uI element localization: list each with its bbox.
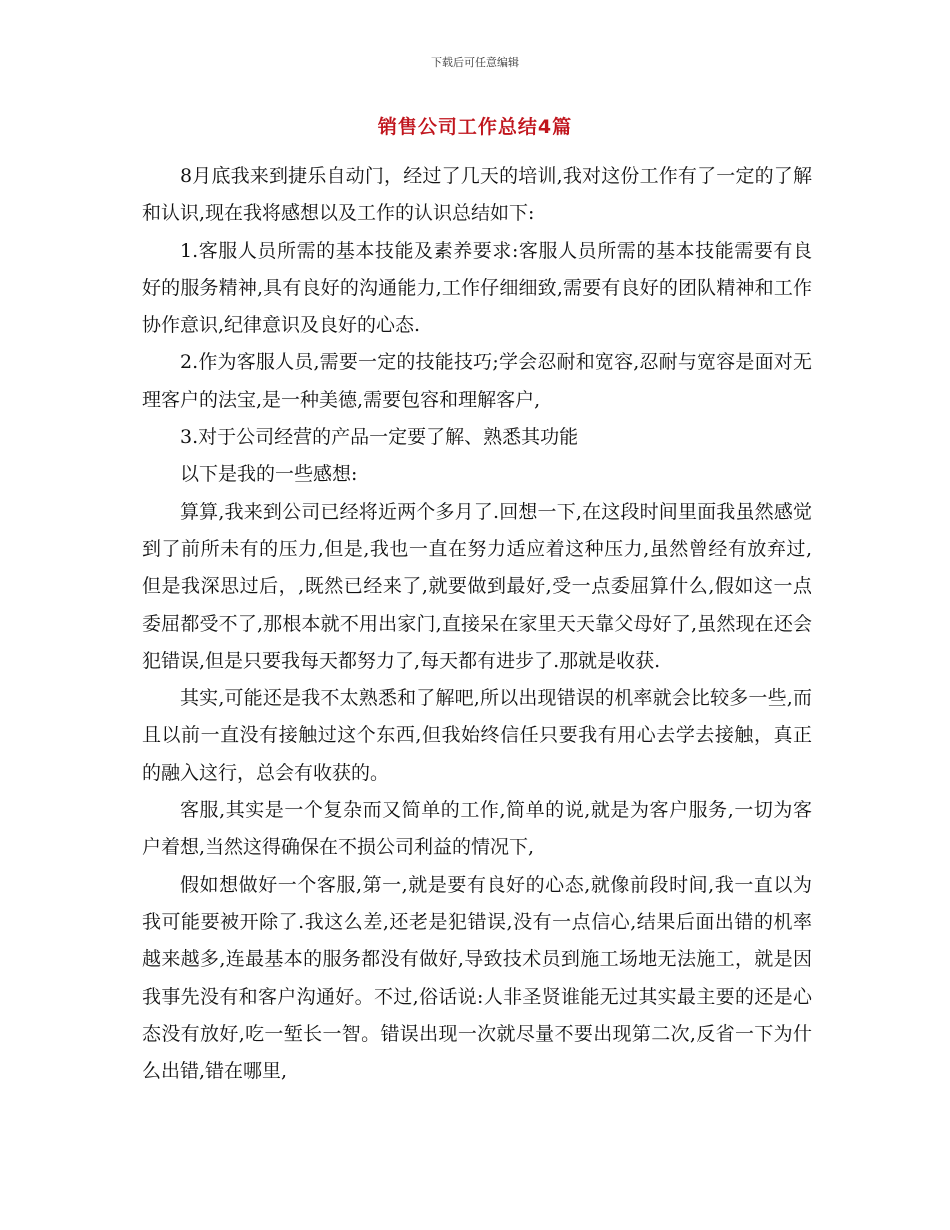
paragraph: 3.对于公司经营的产品一定要了解、熟悉其功能	[180, 426, 579, 449]
paragraph: 8月底我来到捷乐自动门，经过了几天的培训,我对这份工作有了一定的了解和认识,现在我将感想以及工作的认识总结如下:	[142, 165, 812, 225]
document-body	[142, 158, 812, 1090]
header-note: 下载后可任意编辑	[431, 56, 519, 69]
paragraph: 假如想做好一个客服,第一,就是要有良好的心态,就像前段时间,我一直以为我可能要被开除了.我这么差,还老是犯错误,没有一点信心,结果后面出错的机率越来越多,连最基本的服务都没有做好,导致技术员到施工场地无法施工，就是因我事先没有和客户沟通好。不过,俗话说:人非圣贤谁能无过其实最主要的还是心态没有放好,吃一堑长一智。错误出现一次就尽量不要出现第二次,反省一下为什么出错,错在哪里,	[142, 873, 812, 1083]
paragraph: 以下是我的一些感想:	[180, 463, 358, 486]
document-title: 销售公司工作总结4篇	[377, 116, 573, 138]
paragraph: 1.客服人员所需的基本技能及素养要求:客服人员所需的基本技能需要有良好的服务精神,具有良好的沟通能力,工作仔细细致,需要有良好的团队精神和工作协作意识,纪律意识及良好的心态.	[142, 239, 812, 337]
paragraph: 算算,我来到公司已经将近两个多月了.回想一下,在这段时间里面我虽然感觉到了前所未有的压力,但是,我也一直在努力适应着这种压力,虽然曾经有放弃过,但是我深思过后，,既然已经来了,就要做到最好,受一点委屈算什么,假如这一点委屈都受不了,那根本就不用出家门,直接呆在家里天天靠父母好了,虽然现在还会犯错误,但是只要我每天都努力了,每天都有进步了.那就是收获.	[142, 500, 812, 672]
paragraph: 其实,可能还是我不太熟悉和了解吧,所以出现错误的机率就会比较多一些,而且以前一直没有接触过这个东西,但我始终信任只要我有用心去学去接触，真正的融入这行，总会有收获的。	[142, 687, 812, 784]
paragraph: 2.作为客服人员,需要一定的技能技巧;学会忍耐和宽容,忍耐与宽容是面对无理客户的法宝,是一种美德,需要包容和理解客户,	[142, 351, 812, 411]
paragraph: 客服,其实是一个复杂而又简单的工作,简单的说,就是为客户服务,一切为客户着想,当然这得确保在不损公司利益的情况下,	[142, 799, 812, 859]
